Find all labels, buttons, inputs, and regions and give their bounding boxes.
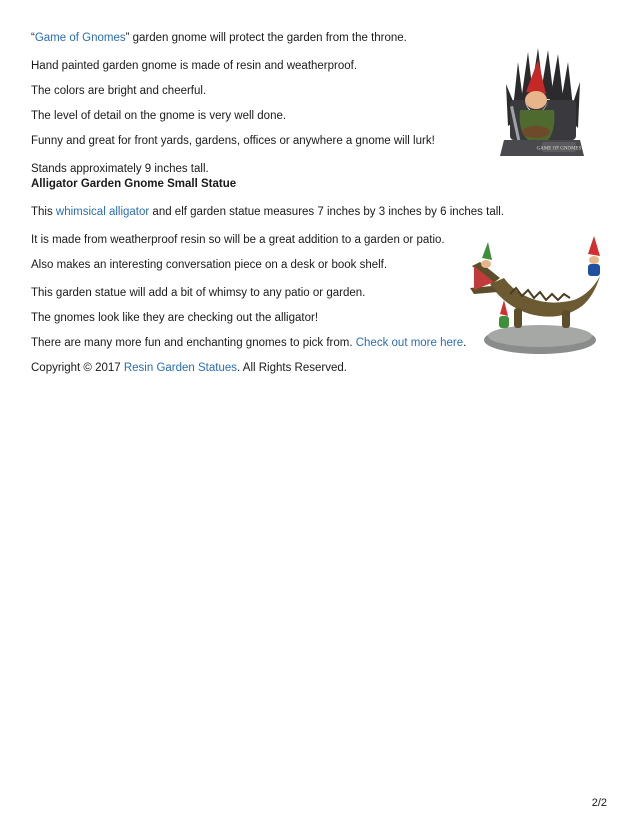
paragraph-whimsical [31, 205, 504, 219]
intro-rest-text: ” garden gnome will protect the garden from the throne. [125, 32, 407, 44]
whimsical-alligator-link[interactable]: whimsical alligator [55, 206, 150, 218]
gnome-throne-image [498, 48, 586, 160]
paragraph-weatherproof: It is made from weatherproof resin so will be a great addition to a garden or patio. [31, 234, 445, 246]
game-of-gnomes-link[interactable]: Game of Gnomes [34, 32, 126, 44]
gnome-body-small [499, 316, 509, 328]
whimsical-after-text: and elf garden statue measures 7 inches by 3 inches by 6 inches tall. [149, 206, 505, 218]
resin-garden-statues-link[interactable]: Resin Garden Statues [123, 362, 238, 374]
paragraph-detail: The level of detail on the gnome is very well done. [31, 110, 287, 122]
open-quote: “ [31, 32, 35, 44]
paragraph-checking-out: The gnomes look like they are checking out the alligator! [31, 312, 319, 324]
copyright-after-text: . All Rights Reserved. [237, 362, 347, 374]
alligator-front-leg [514, 308, 522, 328]
paragraph-hand-painted: Hand painted garden gnome is made of resin and weatherproof. [31, 60, 358, 72]
gnome-face-green [481, 260, 491, 268]
game-of-gnomes-intro [31, 31, 407, 45]
gnome-belt [522, 126, 550, 138]
more-gnomes-before-text: There are many more fun and enchanting gnomes to pick from. [31, 337, 356, 349]
gnome-face [525, 91, 547, 109]
gnome-face-tail [589, 256, 599, 264]
paragraph-conversation: Also makes an interesting conversation piece on a desk or book shelf. [31, 259, 388, 271]
more-gnomes-after-text: . [463, 337, 467, 349]
gnome-body-tail [588, 264, 600, 276]
paragraph-funny: Funny and great for front yards, gardens, offices or anywhere a gnome will lurk! [31, 135, 435, 147]
alligator-gnome-image [470, 236, 620, 358]
paragraph-more-gnomes [31, 336, 466, 350]
copyright-before-text: Copyright © 2017 [31, 362, 124, 374]
throne-plaque-text: GAME OF GNOMES [536, 146, 582, 152]
paragraph-height: Stands approximately 9 inches tall. [31, 163, 209, 175]
alligator-heading: Alligator Garden Gnome Small Statue [31, 178, 237, 190]
paragraph-whimsy: This garden statue will add a bit of whimsy to any patio or garden. [31, 287, 366, 299]
whimsical-before-text: This [31, 206, 56, 218]
alligator-back-leg [562, 310, 570, 328]
paragraph-colors: The colors are bright and cheerful. [31, 85, 207, 97]
gnome-hat-tail [588, 236, 600, 256]
gnome-hat-green [482, 242, 492, 260]
check-out-more-link[interactable]: Check out more here [355, 337, 464, 349]
stone-base-top [488, 325, 592, 347]
page-number: 2/2 [591, 797, 607, 809]
gnome-hat-small [500, 300, 508, 316]
copyright-notice [31, 361, 347, 375]
